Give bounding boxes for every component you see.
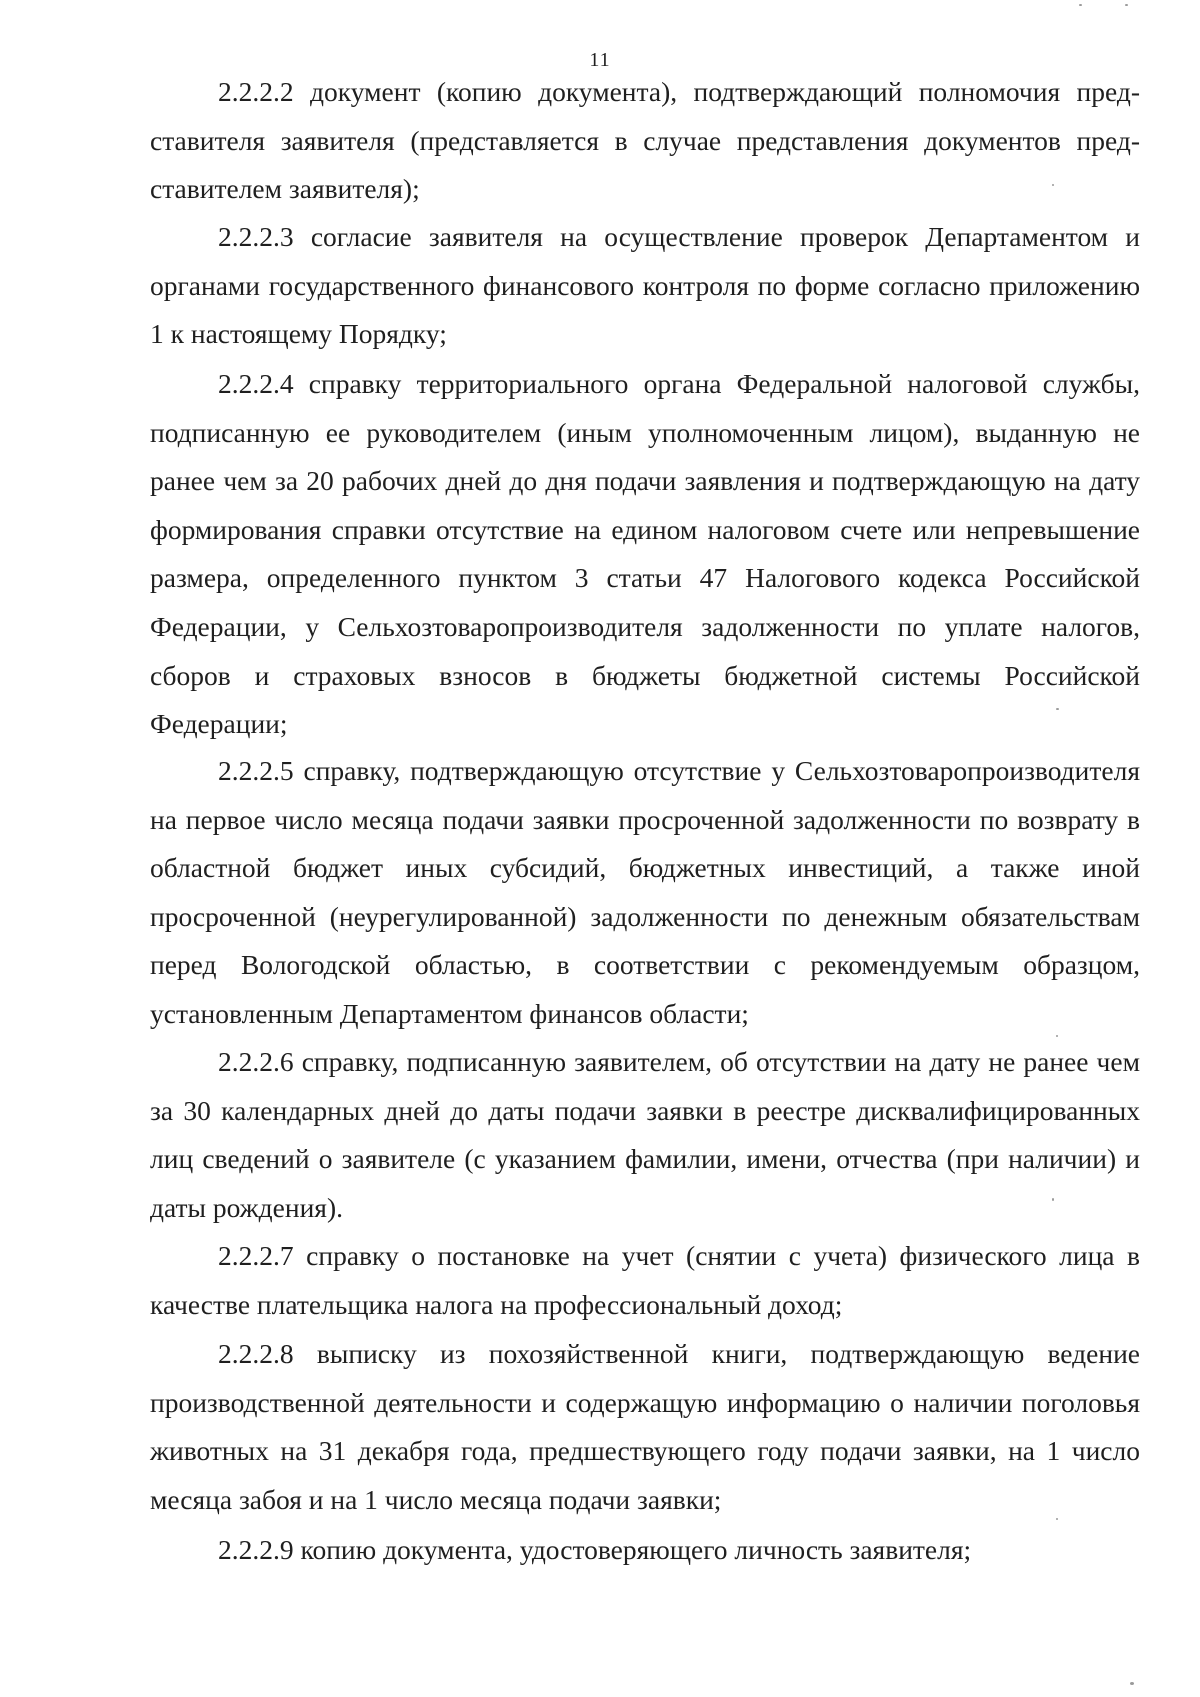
paragraph-2-2-2-5: 2.2.2.5 справку, подтверждающую отсутствие у Сельхозтоваропроизводителя на первое число месяца подачи заявки просроченной задолженности по возврату в областной бюджет иных субсидий, бюджетных инвестиций, а также иной просроченной (неурегулированной) задолженности по денежным обязательствам перед Вологодской областью, в соответствии с рекомендуемым образцом, установленным Департаментом финансов области; bbox=[150, 755, 1140, 1029]
page-number: 11 bbox=[589, 49, 611, 71]
paragraph-2-2-2-2: 2.2.2.2 документ (копию документа), подтверждающий полномочия представителя заявителя (представляется в случае представления документов представителем заявителя); bbox=[150, 76, 1140, 205]
scan-speck bbox=[1052, 184, 1054, 186]
scan-speck bbox=[1130, 1682, 1134, 1685]
paragraph-2-2-2-8: 2.2.2.8 выписку из похозяйственной книги, подтверждающую ведение производственной деятельности и содержащую информацию о наличии поголовья животных на 31 декабря года, предшествующего году подачи заявки, на 1 число месяца забоя и на 1 число месяца подачи заявки; bbox=[150, 1338, 1140, 1515]
paragraph-2-2-2-9: 2.2.2.9 копию документа, удостоверяющего личность заявителя; bbox=[218, 1534, 972, 1565]
scan-speck bbox=[1056, 1035, 1058, 1037]
scan-speck bbox=[1056, 1518, 1058, 1520]
paragraph-2-2-2-7: 2.2.2.7 справку о постановке на учет (снятии с учета) физического лица в качестве плательщика налога на профессиональный доход; bbox=[150, 1240, 1140, 1320]
scan-speck bbox=[1125, 4, 1128, 6]
scan-speck bbox=[1079, 4, 1082, 6]
paragraph-2-2-2-4: 2.2.2.4 справку территориального органа Федеральной налоговой службы, подписанную ее руководителем (иным уполномоченным лицом), выданную не ранее чем за 20 рабочих дней до дня подачи заявления и подтверждающую на дату формирования справки отсутствие на едином налоговом счете или непревышение размера, определенного пунктом 3 статьи 47 Налогового кодекса Российской Федерации, у Сельхозтоваропроизводителя задолженности по уплате налогов, сборов и страховых взносов в бюджеты бюджетной системы Российской Федерации; bbox=[150, 368, 1140, 740]
scan-speck bbox=[1052, 1198, 1054, 1201]
scan-speck bbox=[1056, 708, 1059, 710]
paragraph-2-2-2-6: 2.2.2.6 справку, подписанную заявителем, об отсутствии на дату не ранее чем за 30 календарных дней до даты подачи заявки в реестре дисквалифицированных лиц сведений о заявителе (с указанием фамилии, имени, отчества (при наличии) и даты рождения). bbox=[150, 1046, 1140, 1223]
paragraph-2-2-2-3: 2.2.2.3 согласие заявителя на осуществление проверок Департаментом и органами государственного финансового контроля по форме согласно приложению 1 к настоящему Порядку; bbox=[150, 221, 1140, 350]
